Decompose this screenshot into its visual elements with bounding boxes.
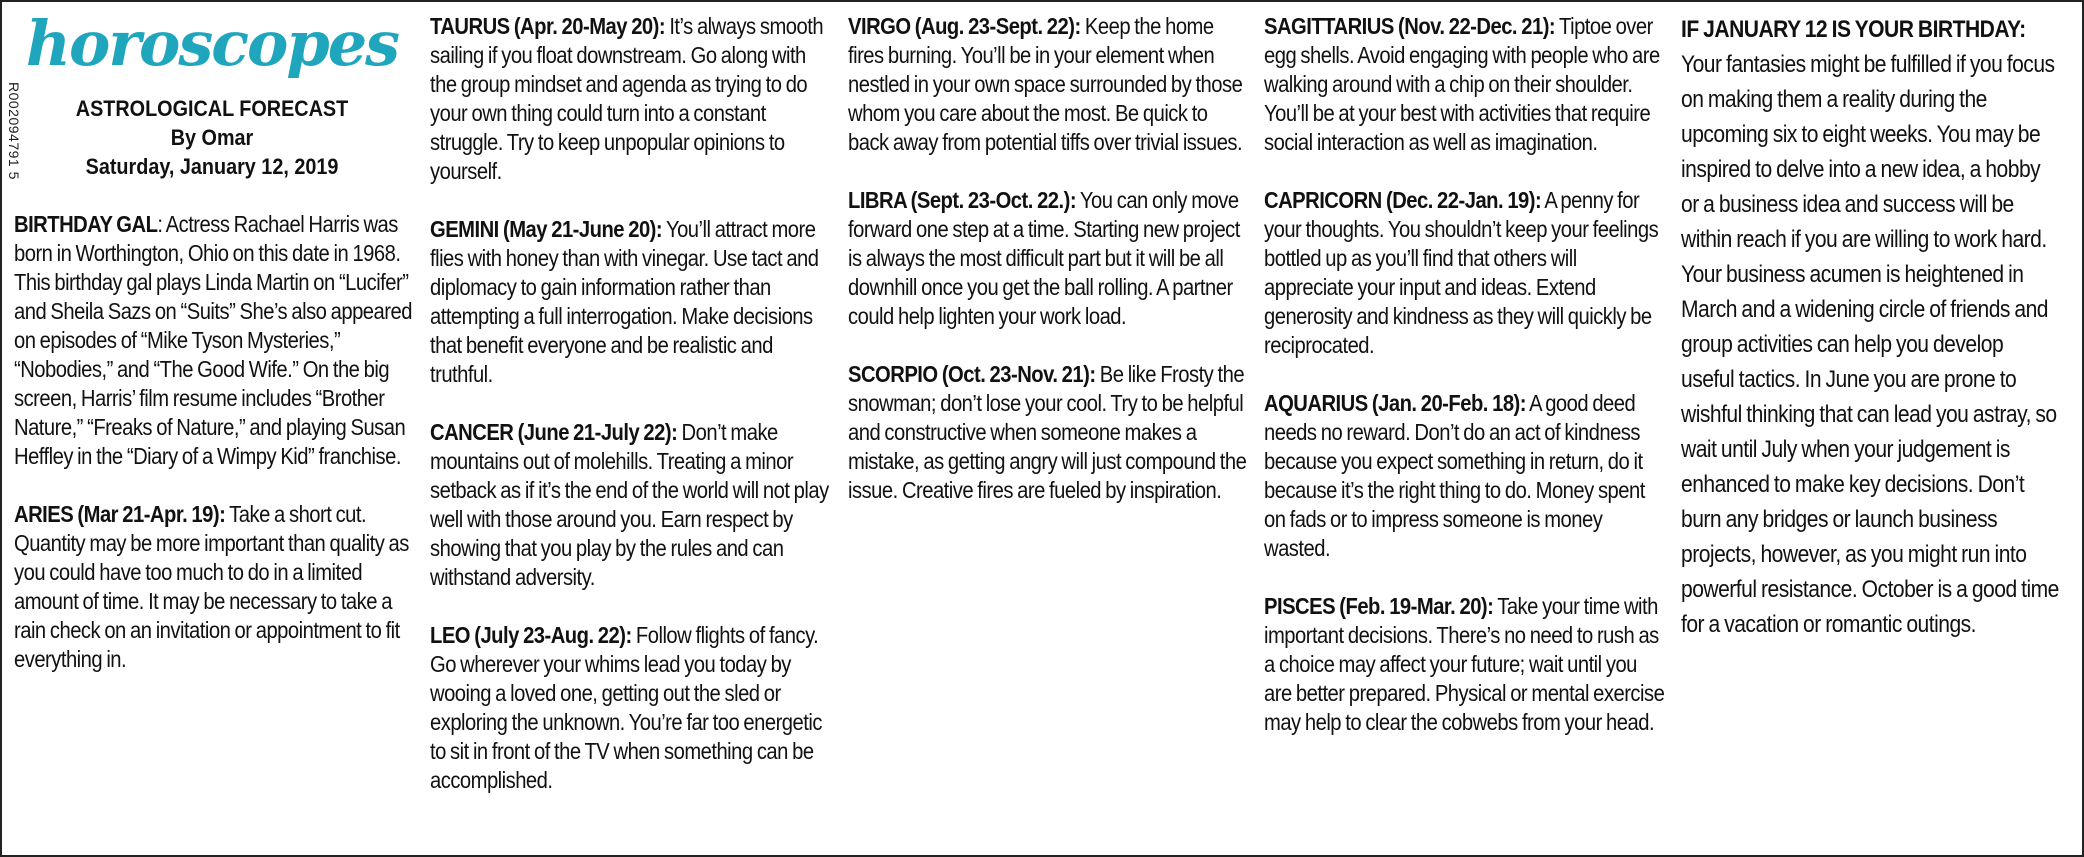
horoscopes-logo: horoscopes bbox=[25, 7, 399, 80]
birthday-paragraph bbox=[1681, 12, 2059, 642]
byline: By Omar bbox=[170, 125, 254, 150]
leo-paragraph bbox=[430, 621, 834, 795]
column-1 bbox=[14, 210, 418, 674]
taurus-text: It’s always smooth sailing if you float downstream. Go along with the group mindset and agenda as trying to do your own thing could turn into a constant struggle. Try to keep unpopular opinions to yourself. bbox=[430, 13, 824, 184]
column-5 bbox=[1681, 12, 2059, 677]
libra-text: You can only move forward one step at a time. Starting new project is always the most difficult part but it will be all downhill once you get the ball rolling. A partner could help lighten your work load. bbox=[848, 187, 1240, 329]
aries-paragraph bbox=[14, 500, 418, 674]
pisces-text: Take your time with important decisions. There’s no need to rush as a choice may affect your future; wait until you are better prepared. Physical or mental exercise may help to clear the cobwebs from your head. bbox=[1264, 593, 1665, 735]
birthday-gal-paragraph bbox=[14, 210, 418, 471]
scorpio-heading: SCORPIO (Oct. 23-Nov. 21): bbox=[848, 361, 1096, 387]
cancer-text: Don’t make mountains out of molehills. Treating a minor setback as if it’s the end of the world will not play well with those around you. Earn respect by showing that you play by the rules and can withstand adversity. bbox=[430, 419, 829, 590]
virgo-text: Keep the home fires burning. You’ll be in your element when nestled in your own space surrounded by those whom you care about the most. Be quick to back away from potential tiffs over trivial issues. bbox=[848, 13, 1243, 155]
cancer-heading: CANCER (June 21-July 22): bbox=[430, 419, 678, 445]
aries-heading: ARIES (Mar 21-Apr. 19): bbox=[14, 501, 226, 527]
virgo-paragraph bbox=[848, 12, 1252, 157]
scorpio-paragraph bbox=[848, 360, 1252, 505]
aquarius-text: A good deed needs no reward. Don’t do an act of kindness because you expect something in return, do it because it’s the right thing to do. Money spent on fads or to impress someone is money wasted. bbox=[1264, 390, 1645, 561]
gemini-text: You’ll attract more flies with honey than with vinegar. Use tact and diplomacy to gain information rather than attempting a full interrogation. Make decisions that benefit everyone and be realistic and truthful. bbox=[430, 216, 819, 387]
libra-heading: LIBRA (Sept. 23-Oct. 22.): bbox=[848, 187, 1077, 213]
cancer-paragraph bbox=[430, 418, 834, 592]
taurus-paragraph bbox=[430, 12, 834, 186]
aquarius-paragraph bbox=[1264, 389, 1668, 563]
masthead bbox=[12, 2, 412, 181]
sagittarius-paragraph bbox=[1264, 12, 1668, 157]
birthday-gal-heading: BIRTHDAY GAL bbox=[14, 211, 158, 237]
aries-text: Take a short cut. Quantity may be more important than quality as you could have too much to do in a limited amount of time. It may be necessary to take a rain check on an invitation or appointment to fit everything in. bbox=[14, 501, 409, 672]
leo-heading: LEO (July 23-Aug. 22): bbox=[430, 622, 632, 648]
pisces-heading: PISCES (Feb. 19-Mar. 20): bbox=[1264, 593, 1494, 619]
capricorn-text: A penny for your thoughts. You shouldn’t keep your feelings bottled up as you’ll find that others will appreciate your input and ideas. Extend generosity and kindness as they will quickly be reciprocated. bbox=[1264, 187, 1659, 358]
virgo-heading: VIRGO (Aug. 23-Sept. 22): bbox=[848, 13, 1081, 39]
column-2 bbox=[430, 12, 834, 795]
sagittarius-text: Tiptoe over egg shells. Avoid engaging with people who are walking around with a chip on their shoulder. You’ll be at your best with activities that require social interaction as well as imagination. bbox=[1264, 13, 1660, 155]
gemini-heading: GEMINI (May 21-June 20): bbox=[430, 216, 663, 242]
forecast-subtitle: ASTROLOGICAL FORECAST bbox=[75, 96, 349, 121]
leo-text: Follow flights of fancy. Go wherever your whims lead you today by wooing a loved one, getting out the sled or exploring the unknown. You’re far too energetic to sit in front of the TV when something can be accomplished. bbox=[430, 622, 822, 793]
libra-paragraph bbox=[848, 186, 1252, 331]
column-3 bbox=[848, 12, 1252, 505]
birthday-gal-text: : Actress Rachael Harris was born in Worthington, Ohio on this date in 1968. This birthday gal plays Linda Martin on “Lucifer” and Sheila Sazs on “Suits” She’s also appeared on episodes of “Mike Tyson Mysteries,” “Nobodies,” and “The Good Wife.” On the big screen, Harris’ film resume includes “Brother Nature,” “Freaks of Nature,” and playing Susan Heffley in the “Diary of a Wimpy Kid” franchise. bbox=[14, 211, 412, 469]
aquarius-heading: AQUARIUS (Jan. 20-Feb. 18): bbox=[1264, 390, 1526, 416]
birthday-text: Your fantasies might be fulfilled if you focus on making them a reality during the upcoming six to eight weeks. You may be inspired to delve into a new idea, a hobby or a business idea and success will be within reach if you are willing to work hard. Your business acumen is heightened in March and a widening circle of friends and group activities can help you develop useful tactics. In June you are prone to wishful thinking that can lead you astray, so wait until July when your judgement is enhanced to make key decisions. Don’t burn any bridges or launch business projects, however, as you might run into powerful resistance. October is a good time for a vacation or romantic outings. bbox=[1681, 51, 2059, 638]
taurus-heading: TAURUS (Apr. 20-May 20): bbox=[430, 13, 666, 39]
column-4 bbox=[1264, 12, 1668, 737]
birthday-heading: IF JANUARY 12 IS YOUR BIRTHDAY: bbox=[1681, 16, 2026, 43]
side-code: R002094791 5 bbox=[6, 82, 22, 180]
pisces-paragraph bbox=[1264, 592, 1668, 737]
gemini-paragraph bbox=[430, 215, 834, 389]
date: Saturday, January 12, 2019 bbox=[85, 154, 339, 179]
sagittarius-heading: SAGITTARIUS (Nov. 22-Dec. 21): bbox=[1264, 13, 1556, 39]
capricorn-heading: CAPRICORN (Dec. 22-Jan. 19): bbox=[1264, 187, 1542, 213]
capricorn-paragraph bbox=[1264, 186, 1668, 360]
scorpio-text: Be like Frosty the snowman; don’t lose your cool. Try to be helpful and constructive when someone makes a mistake, as getting angry will just compound the issue. Creative fires are fueled by inspiration. bbox=[848, 361, 1247, 503]
